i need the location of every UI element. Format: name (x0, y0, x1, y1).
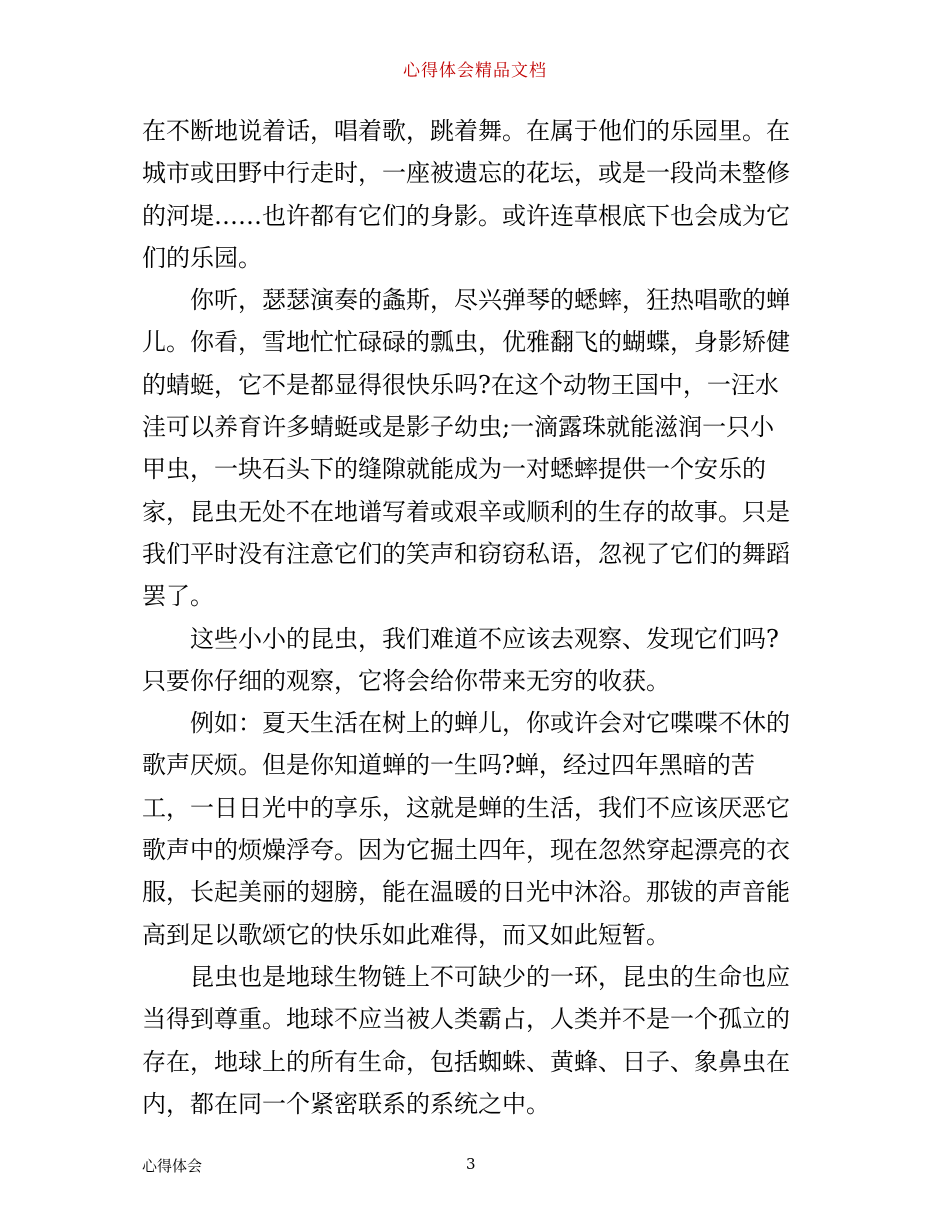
text-line: 当得到尊重。地球不应当被人类霸占，人类并不是一个孤立的 (142, 1005, 790, 1034)
text-line: 城市或田野中行走时，一座被遗忘的花坛，或是一段尚未整修 (142, 159, 790, 188)
text-line: 甲虫，一块石头下的缝隙就能成为一对蟋蟀提供一个安乐的 (142, 455, 766, 484)
text-line: 儿。你看，雪地忙忙碌碌的瓢虫，优雅翻飞的蝴蝶，身影矫健 (142, 328, 790, 357)
text-line: 昆虫也是地球生物链上不可缺少的一环，昆虫的生命也应 (190, 962, 790, 991)
document-body (142, 110, 812, 1125)
text-line: 歌声中的烦燥浮夸。因为它掘土四年，现在忽然穿起漂亮的衣 (142, 836, 790, 865)
text-line: 家，昆虫无处不在地谱写着或艰辛或顺利的生存的故事。只是 (142, 497, 790, 526)
text-line: 只要你仔细的观察，它将会给你带来无穷的收获。 (142, 666, 670, 695)
footer-label: 心得体会 (142, 1157, 203, 1175)
text-line: 你听，瑟瑟演奏的螽斯，尽兴弹琴的蟋蟀，狂热唱歌的蝉 (190, 286, 790, 315)
text-line: 的蜻蜓，它不是都显得很快乐吗?在这个动物王国中，一汪水 (142, 370, 779, 399)
paragraph-3 (142, 618, 812, 703)
text-line: 的河堤……也许都有它们的身影。或许连草根底下也会成为它 (142, 201, 790, 230)
text-line: 内，都在同一个紧密联系的系统之中。 (142, 1089, 550, 1118)
text-line: 罢了。 (142, 582, 214, 611)
paragraph-4 (142, 702, 812, 956)
paragraph-5 (142, 956, 812, 1125)
page-header-title: 心得体会精品文档 (403, 61, 547, 81)
text-line: 这些小小的昆虫，我们难道不应该去观察、发现它们吗? (190, 624, 779, 653)
text-line: 歌声厌烦。但是你知道蝉的一生吗?蝉，经过四年黑暗的苦 (142, 751, 755, 780)
text-line: 高到足以歌颂它的快乐如此难得，而又如此短暂。 (142, 920, 670, 949)
text-line: 洼可以养育许多蜻蜓或是影子幼虫;一滴露珠就能滋润一只小 (142, 413, 775, 442)
text-line: 工，一日日光中的享乐，这就是蝉的生活，我们不应该厌恶它 (142, 793, 790, 822)
text-line: 们的乐园。 (142, 243, 262, 272)
text-line: 例如：夏天生活在树上的蝉儿，你或许会对它喋喋不休的 (190, 709, 790, 738)
paragraph-1 (142, 110, 812, 279)
paragraph-2 (142, 279, 812, 617)
text-line: 服，长起美丽的翅膀，能在温暖的日光中沐浴。那钹的声音能 (142, 878, 790, 907)
text-line: 我们平时没有注意它们的笑声和窃窃私语，忽视了它们的舞蹈 (142, 539, 790, 568)
page-number: 3 (466, 1155, 476, 1173)
text-line: 存在，地球上的所有生命，包括蜘蛛、黄蜂、日子、象鼻虫在 (142, 1047, 790, 1076)
text-line: 在不断地说着话，唱着歌，跳着舞。在属于他们的乐园里。在 (142, 117, 790, 145)
